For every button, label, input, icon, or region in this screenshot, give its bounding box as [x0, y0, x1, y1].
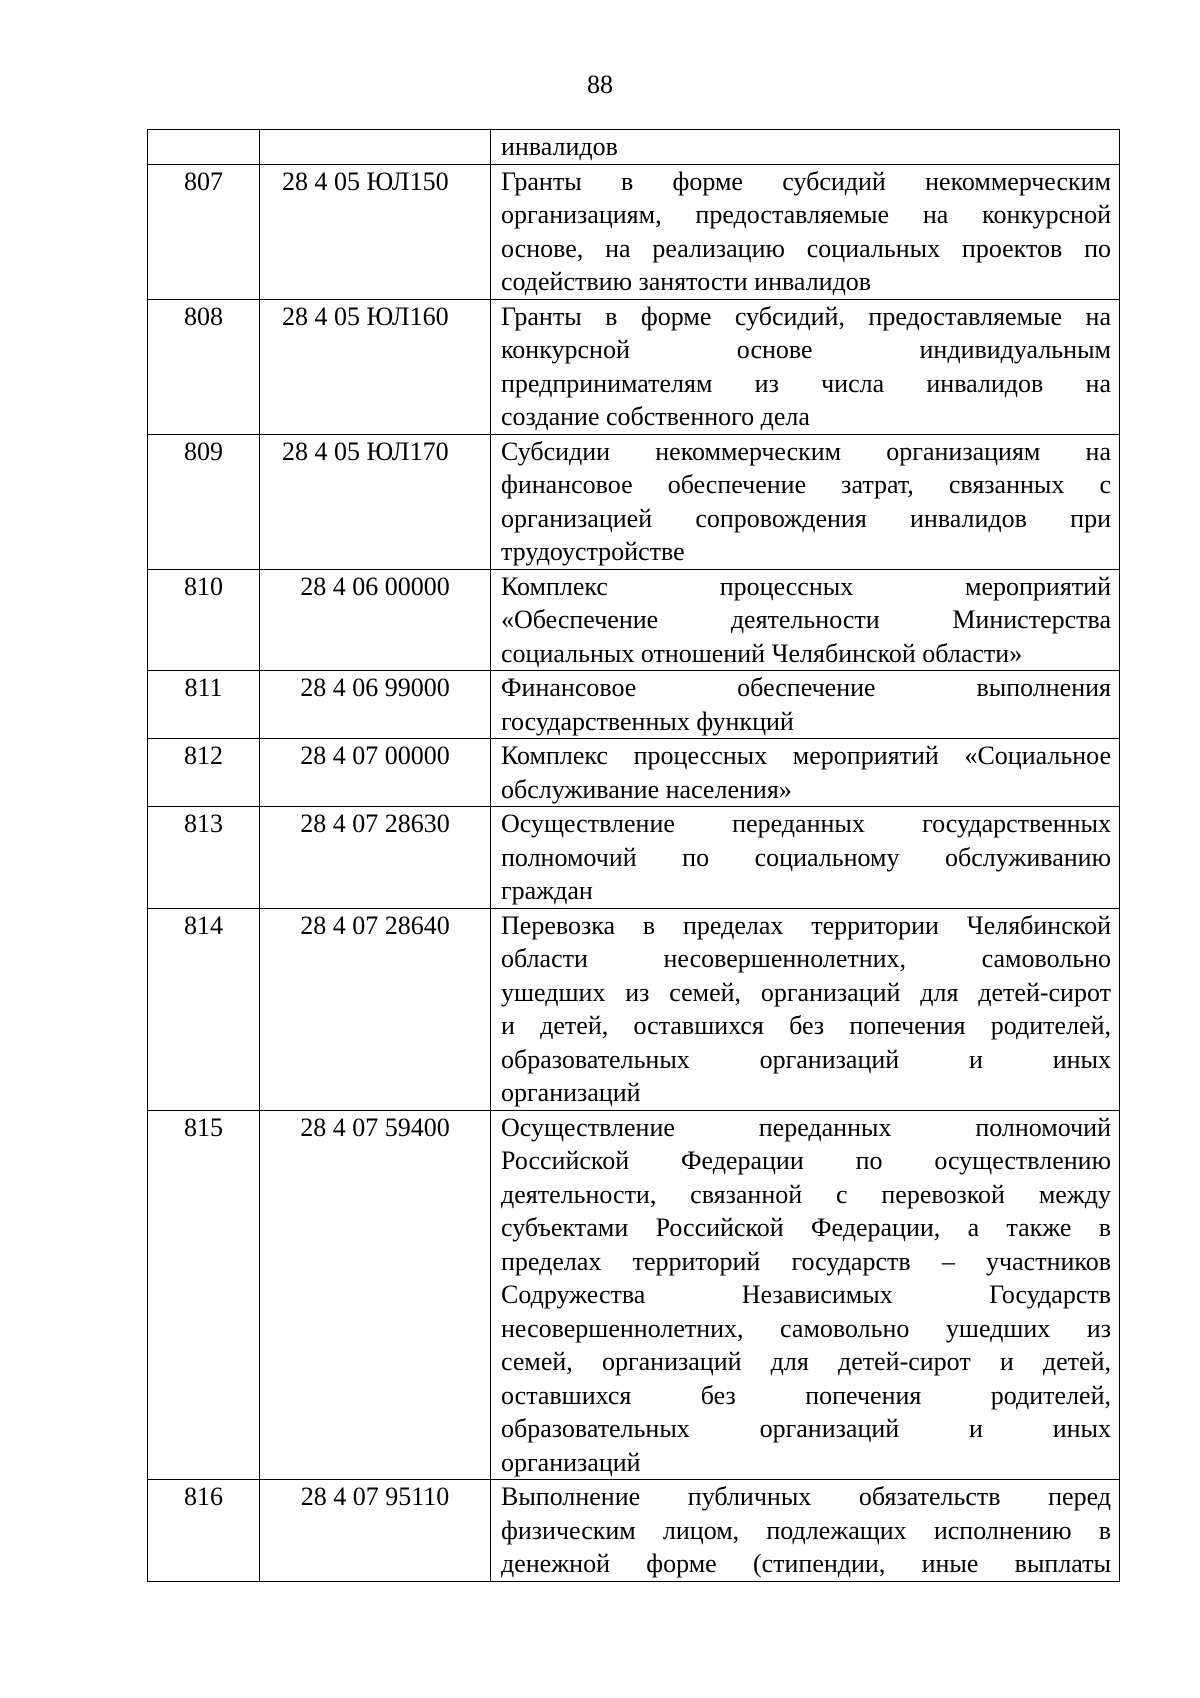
description-line: финансовое обеспечение затрат, связанных с	[501, 470, 1111, 499]
description-line: физическим лицом, подлежащих исполнению в	[501, 1515, 1111, 1545]
description-line: конкурсной основе индивидуальным	[501, 335, 1111, 364]
description-line: организаций	[501, 1447, 641, 1477]
target-code-cell: 28 4 07 59400	[260, 1110, 491, 1480]
description-line: государственных функций	[501, 706, 794, 736]
row-number-cell	[148, 130, 260, 165]
description-line: организациям, предоставляемые на конкурсной	[501, 200, 1111, 229]
target-code-cell: 28 4 05 ЮЛ150	[260, 164, 491, 299]
description-line: содействию занятости инвалидов	[501, 267, 872, 296]
description-cell	[491, 130, 1120, 165]
table-row	[148, 807, 1120, 909]
description-line: основе, на реализацию социальных проектов по	[501, 233, 1111, 263]
table-row	[148, 908, 1120, 1110]
description-cell	[491, 739, 1120, 807]
description-line: Осуществление переданных государственных	[501, 809, 1111, 838]
description-line: Гранты в форме субсидий некоммерческим	[501, 166, 1111, 196]
table-row	[148, 130, 1120, 165]
target-code-cell: 28 4 05 ЮЛ160	[260, 299, 491, 434]
description-line: Российской Федерации по осуществлению	[501, 1146, 1111, 1175]
table-row	[148, 299, 1120, 434]
target-code-cell: 28 4 07 00000	[260, 739, 491, 807]
table-row	[148, 739, 1120, 807]
row-number-cell: 814	[148, 908, 260, 1110]
description-line: деятельности, связанной с перевозкой между	[501, 1179, 1111, 1209]
target-code-cell: 28 4 06 00000	[260, 569, 491, 671]
row-number-cell: 812	[148, 739, 260, 807]
description-line: Комплекс процессных мероприятий	[501, 571, 1111, 601]
description-line: создание собственного дела	[501, 402, 810, 431]
description-line: пределах территорий государств – участников	[501, 1246, 1111, 1276]
table-row	[148, 1480, 1120, 1582]
description-line: Содружества Независимых Государств	[501, 1280, 1111, 1309]
table-row	[148, 569, 1120, 671]
table-row	[148, 1110, 1120, 1480]
description-line: Перевозка в пределах территории Челябинской	[501, 910, 1111, 940]
description-line: субъектами Российской Федерации, а также в	[501, 1213, 1111, 1242]
target-code-cell: 28 4 05 ЮЛ170	[260, 434, 491, 569]
target-code-cell: 28 4 06 99000	[260, 671, 491, 739]
description-line: образовательных организаций и иных	[501, 1414, 1111, 1443]
row-number-cell: 808	[148, 299, 260, 434]
row-number-cell: 815	[148, 1110, 260, 1480]
description-cell	[491, 164, 1120, 299]
description-line: трудоустройстве	[501, 537, 685, 566]
budget-classification-table	[147, 129, 1120, 1582]
description-cell	[491, 807, 1120, 909]
description-cell	[491, 434, 1120, 569]
target-code-cell: 28 4 07 28630	[260, 807, 491, 909]
row-number-cell: 810	[148, 569, 260, 671]
description-line: и детей, оставшихся без попечения родителей,	[501, 1011, 1111, 1040]
description-line: Финансовое обеспечение выполнения	[501, 673, 1111, 702]
description-cell	[491, 569, 1120, 671]
description-line: Гранты в форме субсидий, предоставляемые на	[501, 301, 1111, 331]
table-body	[148, 130, 1120, 1582]
description-line: социальных отношений Челябинской области»	[501, 638, 1023, 668]
description-line: граждан	[501, 876, 593, 905]
description-line: ушедших из семей, организаций для детей-сирот	[501, 977, 1111, 1007]
description-cell	[491, 1110, 1120, 1480]
target-code-cell: 28 4 07 28640	[260, 908, 491, 1110]
description-line: Субсидии некоммерческим организациям на	[501, 436, 1111, 466]
description-cell	[491, 908, 1120, 1110]
description-line: организацией сопровождения инвалидов при	[501, 503, 1111, 533]
table-row	[148, 164, 1120, 299]
description-cell	[491, 299, 1120, 434]
row-number-cell: 809	[148, 434, 260, 569]
description-line: предпринимателям из числа инвалидов на	[501, 368, 1111, 398]
description-line: образовательных организаций и иных	[501, 1044, 1111, 1074]
table-row	[148, 671, 1120, 739]
row-number-cell: 813	[148, 807, 260, 909]
description-cell	[491, 671, 1120, 739]
description-line: денежной форме (стипендии, иные выплаты	[501, 1549, 1111, 1578]
description-line: области несовершеннолетних, самовольно	[501, 944, 1111, 973]
description-line: обслуживание населения»	[501, 774, 792, 804]
target-code-cell	[260, 130, 491, 165]
description-line: семей, организаций для детей-сирот и детей,	[501, 1347, 1111, 1376]
description-line: Выполнение публичных обязательств перед	[501, 1482, 1111, 1511]
description-cell	[491, 1480, 1120, 1582]
table-row	[148, 434, 1120, 569]
target-code-cell: 28 4 07 95110	[260, 1480, 491, 1582]
row-number-cell: 816	[148, 1480, 260, 1582]
row-number-cell: 811	[148, 671, 260, 739]
description-line: Осуществление переданных полномочий	[501, 1112, 1111, 1142]
description-line: «Обеспечение деятельности Министерства	[501, 605, 1111, 634]
description-line: инвалидов	[501, 132, 618, 161]
description-line: оставшихся без попечения родителей,	[501, 1380, 1111, 1410]
row-number-cell: 807	[148, 164, 260, 299]
description-line: организаций	[501, 1078, 641, 1107]
description-line: полномочий по социальному обслуживанию	[501, 842, 1111, 872]
page-number: 88	[587, 70, 613, 99]
description-line: несовершеннолетних, самовольно ушедших из	[501, 1313, 1111, 1343]
description-line: Комплекс процессных мероприятий «Социальное	[501, 741, 1111, 770]
